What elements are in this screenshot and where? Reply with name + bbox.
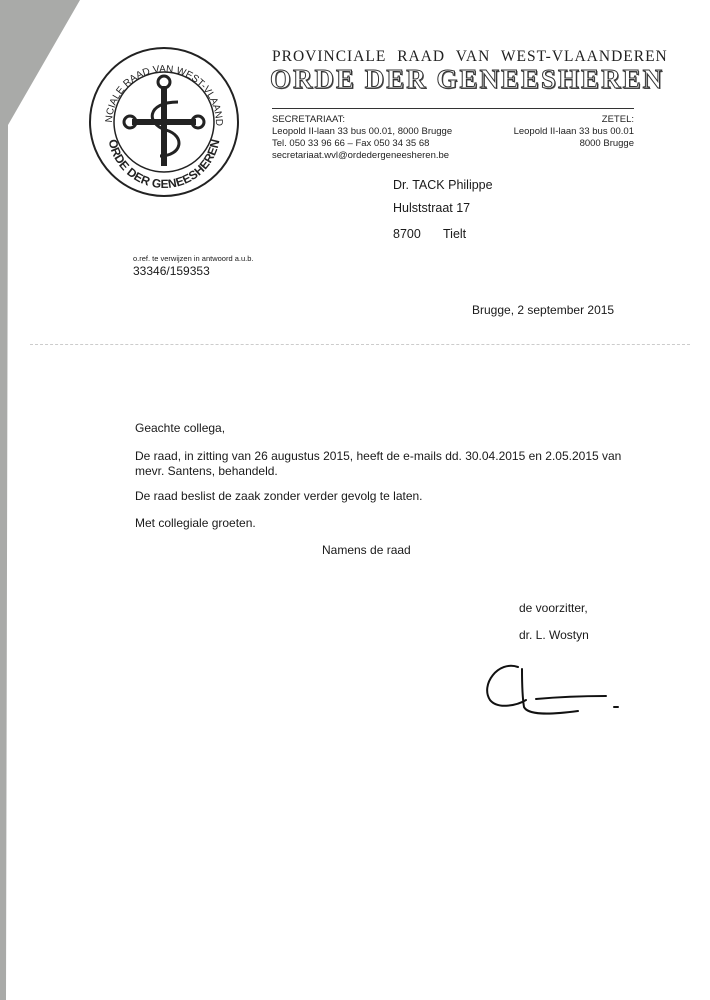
recipient-name: Dr. TACK Philippe (393, 178, 493, 192)
secretariaat-block (272, 114, 452, 162)
handwritten-signature (478, 655, 628, 730)
recipient-street: Hulststraat 17 (393, 201, 471, 215)
zetel-city: 8000 Brugge (579, 138, 634, 149)
scan-shadow-corner (0, 0, 80, 1000)
salutation: Geachte collega, (135, 421, 226, 435)
seal-text-top: NCIALE RAAD VAN WEST-VLAAND (103, 63, 225, 127)
recipient-postcode: 8700 (393, 227, 421, 241)
letterhead-organization: ORDE DER GENEESHEREN (270, 64, 665, 94)
scan-fold-line (30, 344, 690, 345)
secretariaat-address: Leopold II-laan 33 bus 00.01, 8000 Brugge (272, 126, 453, 137)
header-divider (272, 108, 634, 109)
letter-date: Brugge, 2 september 2015 (472, 303, 615, 317)
reference-label: o.ref. te verwijzen in antwoord a.u.b. (133, 254, 254, 263)
paragraph-1-line-1: De raad, in zitting van 26 augustus 2015, heeft de e-mails dd. 30.04.2015 en 2.05.2015 van (135, 449, 622, 463)
zetel-block (514, 114, 634, 150)
paragraph-2: De raad beslist de zaak zonder verder gevolg te laten. (135, 489, 423, 503)
organization-seal (86, 44, 242, 200)
closing: Met collegiale groeten. (135, 516, 256, 530)
letterhead-council: PROVINCIALE RAAD VAN WEST-VLAANDEREN (272, 48, 668, 65)
signatory-name: dr. L. Wostyn (519, 628, 589, 642)
recipient-city: Tielt (443, 227, 467, 241)
zetel-address: Leopold II-laan 33 bus 00.01 (513, 126, 634, 137)
secretariaat-email[interactable]: secretariaat.wvl@ordedergeneesheren.be (272, 150, 450, 161)
secretariaat-label: SECRETARIAAT: (272, 114, 346, 125)
reference-number: 33346/159353 (133, 264, 210, 278)
paragraph-1-line-2: mevr. Santens, behandeld. (135, 464, 278, 478)
signatory-role: de voorzitter, (519, 601, 588, 615)
seal-text-bottom: ORDE DER GENEESHEREN (105, 137, 223, 192)
on-behalf: Namens de raad (322, 543, 411, 557)
secretariaat-phone: Tel. 050 33 96 66 – Fax 050 34 35 68 (272, 138, 430, 149)
zetel-label: ZETEL: (601, 114, 634, 125)
